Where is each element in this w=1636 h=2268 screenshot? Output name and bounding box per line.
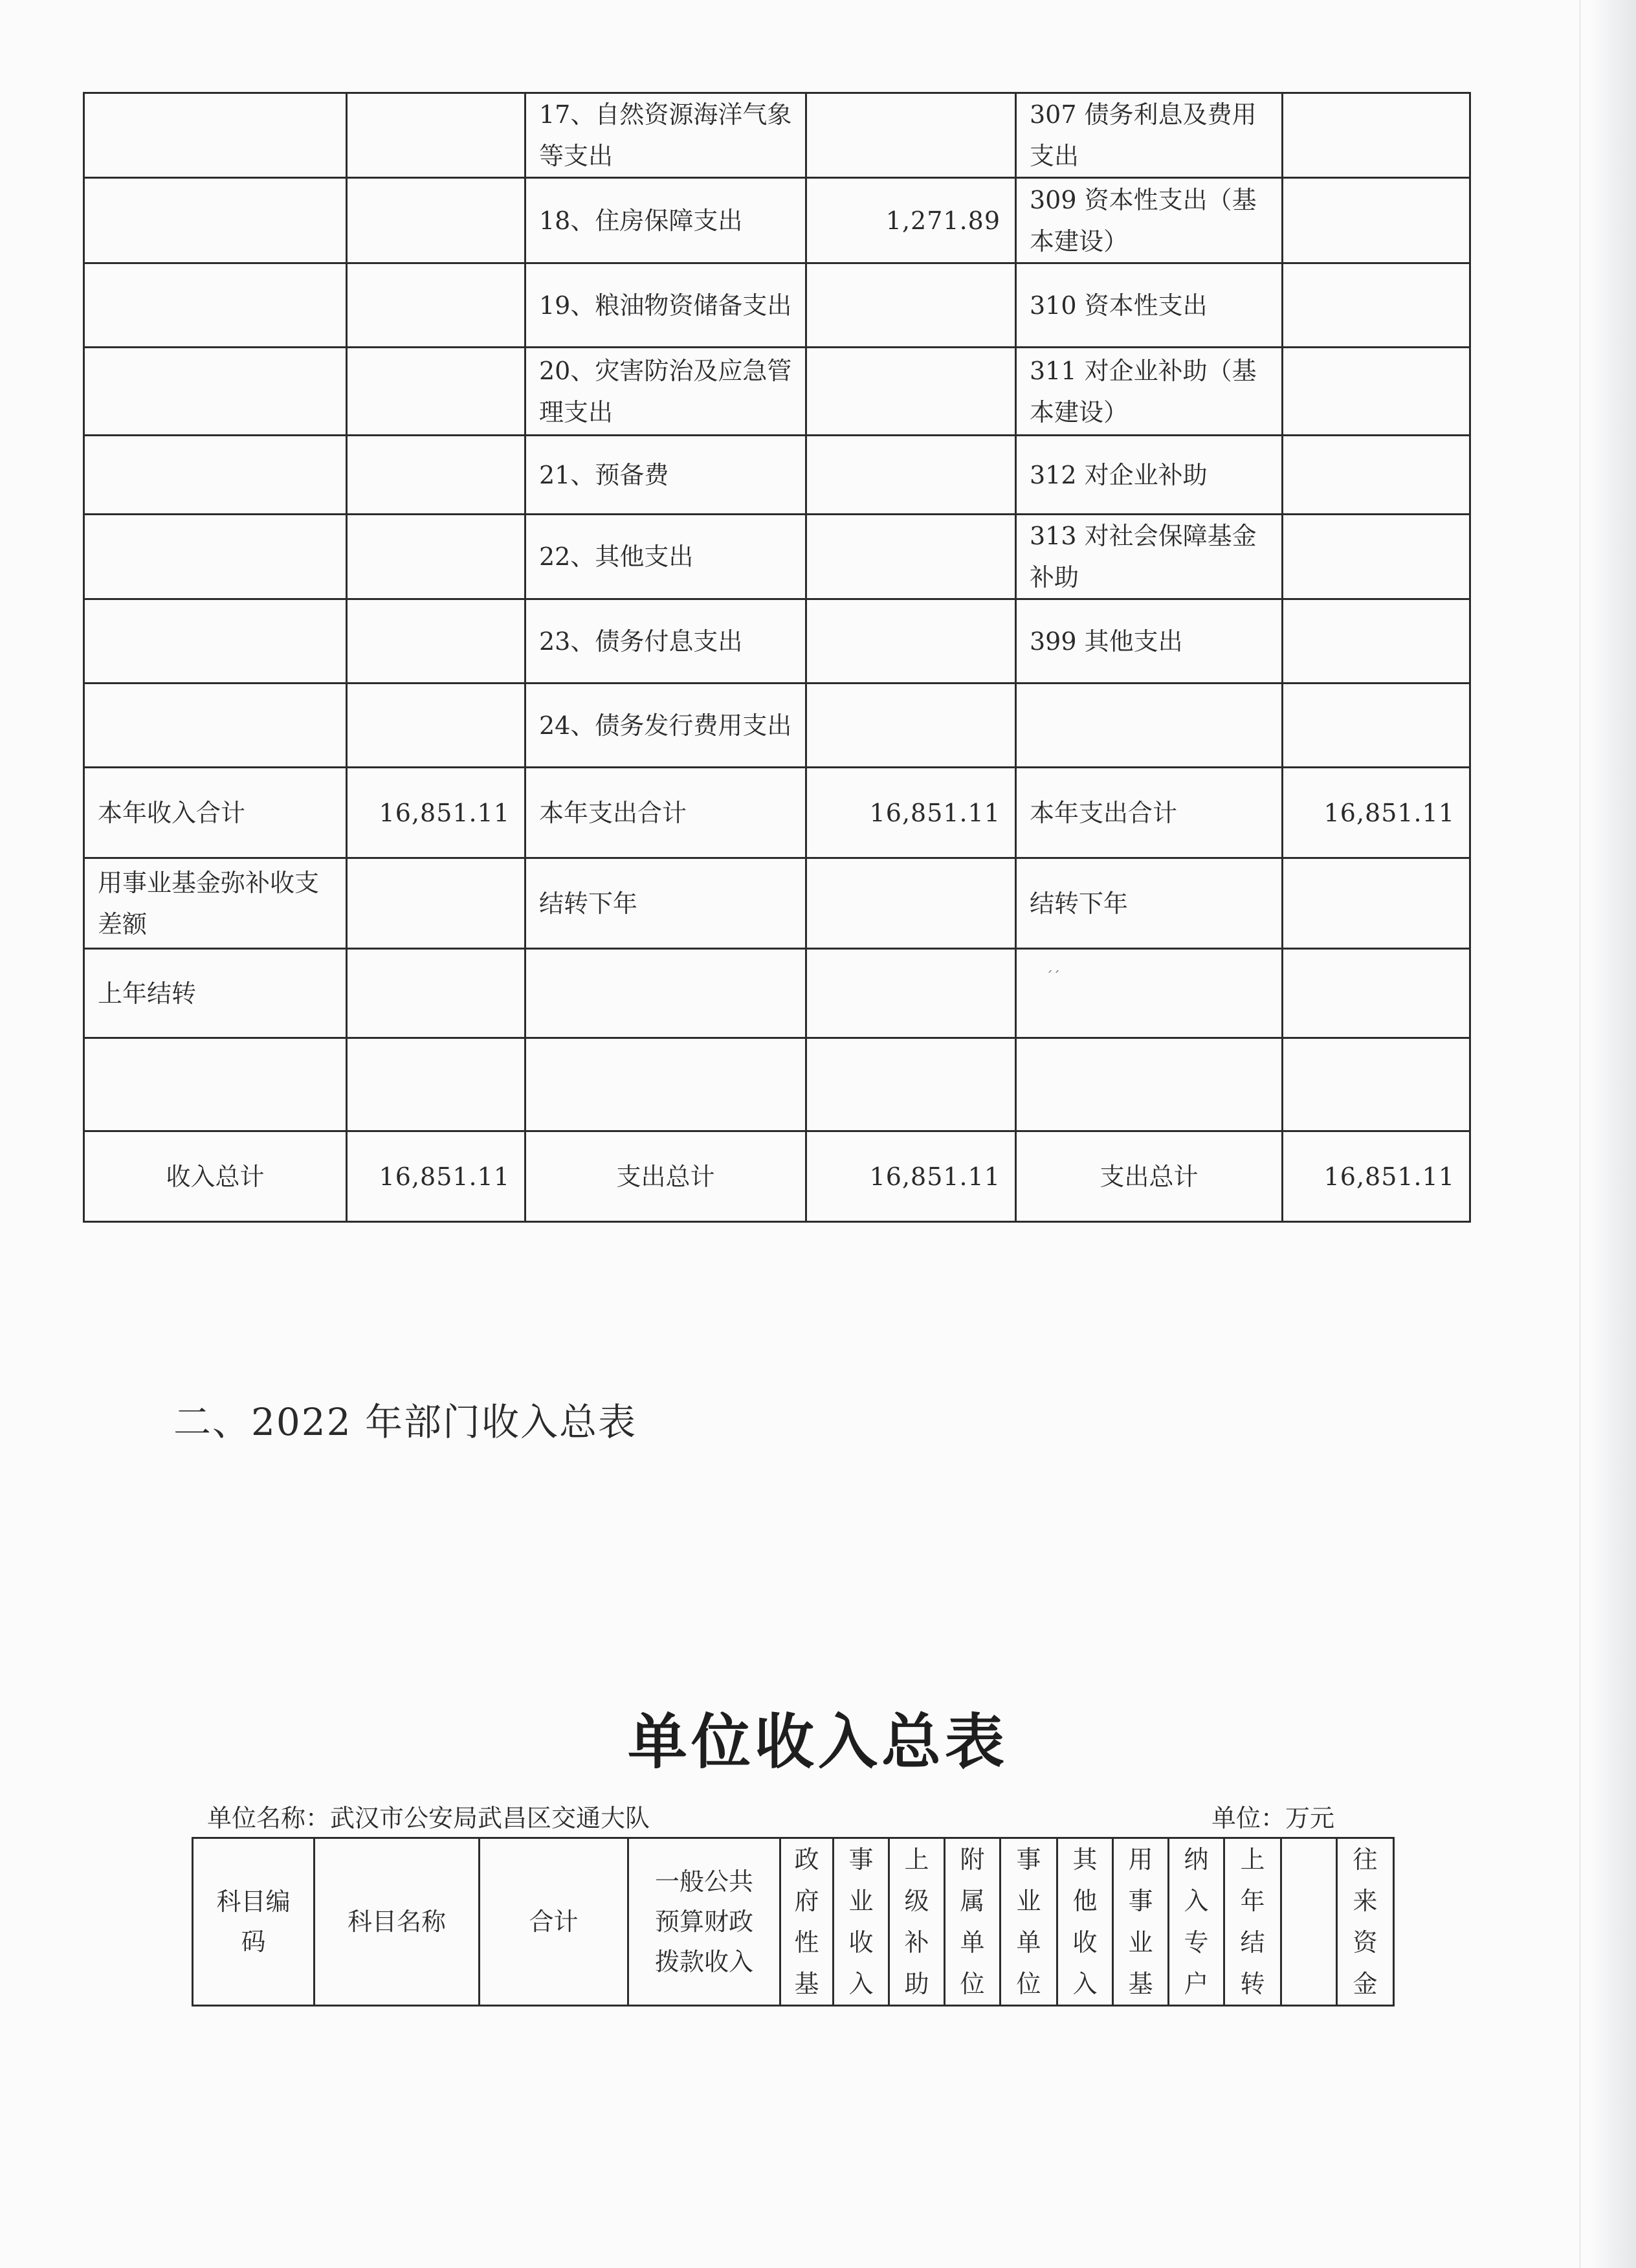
table-cell: 16,851.11 (806, 768, 1016, 858)
table-cell: 上年结转 (84, 949, 347, 1038)
header-code (193, 1838, 315, 2006)
scan-mark: ˊˊ (1046, 970, 1060, 986)
table-cell: 16,851.11 (1283, 768, 1470, 858)
table-cell (84, 1038, 347, 1131)
header-name: 科目名称 (315, 1838, 480, 2006)
table-cell (84, 263, 347, 348)
table-row (84, 858, 1470, 949)
header-other (1057, 1838, 1113, 2006)
table-cell (347, 599, 525, 684)
table-cell (347, 684, 525, 768)
header-affiliated (945, 1838, 1000, 2006)
table-cell: 支出总计 (525, 1131, 806, 1222)
table-cell (806, 93, 1016, 178)
table-cell: 399 其他支出 (1016, 599, 1283, 684)
header-code-text: 科目编码 (216, 1887, 291, 1956)
table-cell (1016, 1038, 1283, 1131)
table-cell (1283, 599, 1470, 684)
table-cell (347, 515, 525, 599)
table-cell: 17、自然资源海洋气象等支出 (525, 93, 806, 178)
header-gov-fund-text: 政府性基 (794, 1845, 819, 1998)
table-cell (1283, 178, 1470, 263)
header-carryover (1224, 1838, 1281, 2006)
header-gov-fund (780, 1838, 834, 2006)
table-cell (525, 1038, 806, 1131)
table-row (84, 178, 1470, 263)
income-table-header (193, 1838, 1394, 2006)
table-cell (1283, 263, 1470, 348)
table-cell (1283, 858, 1470, 949)
table-cell: 用事业基金弥补收支差额 (84, 858, 347, 949)
header-special (1169, 1838, 1224, 2006)
table-row (84, 949, 1470, 1038)
header-superior (889, 1838, 945, 2006)
table-cell (1016, 949, 1283, 1038)
table-cell: 支出总计 (1016, 1131, 1283, 1222)
table-cell: 18、住房保障支出 (525, 178, 806, 263)
income-table-title: 单位收入总表 (627, 1707, 1008, 1777)
table-cell: 本年支出合计 (525, 768, 806, 858)
table-cell: 本年支出合计 (1016, 768, 1283, 858)
header-fund-use-text: 用事业基 (1128, 1845, 1153, 1998)
table-cell (1283, 1038, 1470, 1131)
table-cell: 16,851.11 (347, 768, 525, 858)
table-cell (806, 599, 1016, 684)
table-cell: 310 资本性支出 (1016, 263, 1283, 348)
table-cell (806, 684, 1016, 768)
table-cell (347, 949, 525, 1038)
table-cell (84, 436, 347, 515)
table-cell: 24、债务发行费用支出 (525, 684, 806, 768)
table-cell: 22、其他支出 (525, 515, 806, 599)
header-general-text: 一般公共预算财政拨款收入 (654, 1867, 753, 1976)
table-row (84, 263, 1470, 348)
section-heading: 二、2022 年部门收入总表 (173, 1400, 637, 1444)
table-cell: 1,271.89 (806, 178, 1016, 263)
page-edge-shadow (1591, 0, 1636, 2268)
table-row (84, 599, 1470, 684)
header-special-text: 纳入专户 (1184, 1845, 1209, 1998)
table-header-row (193, 1838, 1394, 2006)
table-row (84, 1038, 1470, 1131)
header-current-text: 往来资金 (1353, 1845, 1378, 1998)
budget-table-body (84, 93, 1470, 1222)
table-cell (806, 1038, 1016, 1131)
header-affiliated-text: 附属单位 (960, 1845, 985, 1998)
table-cell: 结转下年 (1016, 858, 1283, 949)
table-cell: 16,851.11 (347, 1131, 525, 1222)
table-row (84, 768, 1470, 858)
table-cell (347, 858, 525, 949)
table-cell (806, 348, 1016, 436)
table-cell: 收入总计 (84, 1131, 347, 1222)
unit-name: 单位名称：武汉市公安局武昌区交通大队 (207, 1804, 650, 1832)
header-carryover-text: 上年结转 (1240, 1845, 1265, 1998)
header-operation (1000, 1838, 1057, 2006)
table-cell: 21、预备费 (525, 436, 806, 515)
table-cell: 311 对企业补助（基本建设） (1016, 348, 1283, 436)
table-cell (347, 93, 525, 178)
table-cell (525, 949, 806, 1038)
header-business (834, 1838, 889, 2006)
table-cell: 16,851.11 (806, 1131, 1016, 1222)
table-cell (1283, 515, 1470, 599)
table-cell (1283, 684, 1470, 768)
table-cell (84, 178, 347, 263)
table-cell (1283, 93, 1470, 178)
table-cell (347, 1038, 525, 1131)
table-cell (347, 436, 525, 515)
table-cell (347, 348, 525, 436)
header-superior-text: 上级补助 (904, 1845, 929, 1998)
page-edge-line (1579, 0, 1581, 2268)
header-blank (1281, 1838, 1337, 2006)
table-cell (1283, 348, 1470, 436)
header-operation-text: 事业单位 (1016, 1845, 1041, 1998)
table-cell (806, 515, 1016, 599)
table-cell: 19、粮油物资储备支出 (525, 263, 806, 348)
table-cell: 20、灾害防治及应急管理支出 (525, 348, 806, 436)
table-cell (347, 263, 525, 348)
unit-label: 单位：万元 (1211, 1804, 1335, 1832)
header-other-text: 其他收入 (1072, 1845, 1098, 1998)
table-cell (84, 515, 347, 599)
table-row (84, 684, 1470, 768)
table-row (84, 1131, 1470, 1222)
table-cell: 16,851.11 (1283, 1131, 1470, 1222)
table-cell: 307 债务利息及费用支出 (1016, 93, 1283, 178)
table-cell: 本年收入合计 (84, 768, 347, 858)
table-row (84, 93, 1470, 178)
table-row (84, 348, 1470, 436)
table-cell (84, 348, 347, 436)
table-cell (806, 858, 1016, 949)
table-cell: 313 对社会保障基金补助 (1016, 515, 1283, 599)
table-cell (1016, 684, 1283, 768)
table-cell (84, 599, 347, 684)
table-cell: 312 对企业补助 (1016, 436, 1283, 515)
table-row (84, 515, 1470, 599)
header-business-text: 事业收入 (848, 1845, 874, 1998)
header-current (1337, 1838, 1394, 2006)
table-cell (806, 949, 1016, 1038)
table-row (84, 436, 1470, 515)
header-total: 合计 (480, 1838, 628, 2006)
header-general-budget (628, 1838, 780, 2006)
table-cell (806, 436, 1016, 515)
table-cell (347, 178, 525, 263)
income-summary-table (192, 1837, 1395, 2007)
table-cell (1283, 949, 1470, 1038)
table-cell (84, 684, 347, 768)
table-cell: 309 资本性支出（基本建设） (1016, 178, 1283, 263)
table-cell (84, 93, 347, 178)
header-fund-use (1113, 1838, 1169, 2006)
table-cell (1283, 436, 1470, 515)
table-cell: 23、债务付息支出 (525, 599, 806, 684)
table-cell: 结转下年 (525, 858, 806, 949)
budget-table (83, 92, 1471, 1223)
table-cell (806, 263, 1016, 348)
